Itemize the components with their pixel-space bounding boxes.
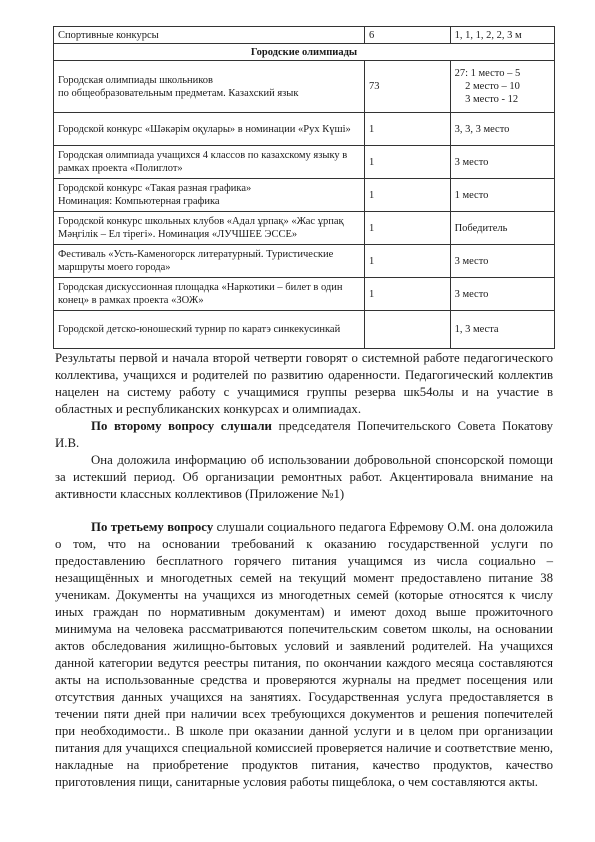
event-name-cell: Городской конкурс «Такая разная графика» Номинация: Компьютерная графика [54, 179, 365, 212]
result-cell: 1 место [450, 179, 554, 212]
third-question-heading: По третьему вопросу [91, 520, 214, 534]
table-row [54, 278, 555, 311]
result-cell: Победитель [450, 212, 554, 245]
third-question-paragraph [55, 519, 553, 791]
participants-count-cell: 1 [364, 146, 450, 179]
awards-table-body [54, 27, 555, 349]
event-name-cell: Городская олимпиады школьников по общеобразовательным предметам. Казахский язык [54, 61, 365, 113]
result-cell: 27: 1 место – 5 2 место – 10 3 место - 12 [450, 61, 554, 113]
second-question-paragraph [55, 418, 553, 452]
event-name-cell: Городская олимпиада учащихся 4 классов по казахскому языку в рамках проекта «Полиглот» [54, 146, 365, 179]
table-row [54, 212, 555, 245]
third-question-text: слушали социального педагога Ефремову О.М. она доложила о том, что на основании требований к оказанию государственной услуги по предоставлению бесплатного горячего питания учащимся из числа социально – незащищённых и многодетных семей на текущий момент предоставлено питание 38 ученикам. Документы на учащихся из многодетных семей (которые относятся к числу иных граждан по нормативным документам) и имеют доход выше прожиточного минимума на человека рассматриваются попечительским советом школы, на основании актов обследования жилищно-бытовых условий и заявлений родителей. На учащихся данной категории ведутся реестры питания, по окончании каждого месяца составляются акты на использованные средства и проверяются журналы на предмет посещения или отсутствия данных учащихся на занятиях. Государственная услуга предоставляется в течении пяти дней при наличии всех требующихся документов и решения попечителей при необходимости.. В школе при оказании данной услуги и в целом при организации питания для учащихся специальной комиссией проверяется наличие и соответствие меню, накладные на приобретение продуктов питания, качество продуктов, качество приготовления пищи, санитарные условия работы пищеблока, о чем составляются акты. [55, 520, 554, 789]
result-cell: 3 место [450, 146, 554, 179]
table-row [54, 27, 555, 44]
participants-count-cell: 1 [364, 212, 450, 245]
report-paragraph [55, 452, 553, 503]
report-text: Она доложила информацию об использовании добровольной спонсорской помощи за истекший период. Об организации ремонтных работ. Акцентировала внимание на активности классных коллективов (Приложение №1) [55, 453, 553, 501]
results-text: Результаты первой и начала второй четверти говорят о системной работе педагогического коллектива, учащихся и родителей по развитию одаренности. Педагогический коллектив нацелен на систему работу с учащимися группы резерва шк54олы и на участие в областных и республиканских конкурсах и олимпиадах. [55, 351, 553, 416]
second-question-text: председателя Попечительского Совета Покатову И.В. [55, 419, 553, 450]
result-cell: 3 место [450, 245, 554, 278]
event-name-cell: Городской детско-юношеский турнир по каратэ синкекусинкай [54, 311, 365, 349]
participants-count-cell: 1 [364, 278, 450, 311]
event-name-cell: Городская дискуссионная площадка «Наркотики – билет в один конец» в рамках проекта «ЗОЖ» [54, 278, 365, 311]
table-row [54, 179, 555, 212]
table-row [54, 113, 555, 146]
participants-count-cell: 1 [364, 245, 450, 278]
awards-table [53, 26, 555, 349]
participants-count-cell: 6 [364, 27, 450, 44]
table-row [54, 61, 555, 113]
result-cell: 1, 1, 1, 2, 2, 3 м [450, 27, 554, 44]
event-name-cell: Спортивные конкурсы [54, 27, 365, 44]
participants-count-cell: 1 [364, 179, 450, 212]
result-cell: 1, 3 места [450, 311, 554, 349]
second-question-heading: По второму вопросу слушали [91, 419, 272, 433]
result-cell: 3 место [450, 278, 554, 311]
table-row [54, 311, 555, 349]
section-title: Городские олимпиады [54, 44, 555, 61]
event-name-cell: Городской конкурс «Шәкәрім оқулары» в номинации «Рух Күші» [54, 113, 365, 146]
participants-count-cell: 1 [364, 113, 450, 146]
participants-count-cell: 73 [364, 61, 450, 113]
result-cell: 3, 3, 3 место [450, 113, 554, 146]
table-row [54, 146, 555, 179]
results-paragraph [55, 350, 553, 418]
table-row [54, 245, 555, 278]
event-name-cell: Городской конкурс школьных клубов «Адал ұрпақ» «Жас ұрпақ Мәңгілік – Ел тірегі». Номинация «ЛУЧШЕЕ ЭССЕ» [54, 212, 365, 245]
event-name-cell: Фестиваль «Усть-Каменогорск литературный. Туристические маршруты моего города» [54, 245, 365, 278]
participants-count-cell [364, 311, 450, 349]
section-header-row [54, 44, 555, 61]
